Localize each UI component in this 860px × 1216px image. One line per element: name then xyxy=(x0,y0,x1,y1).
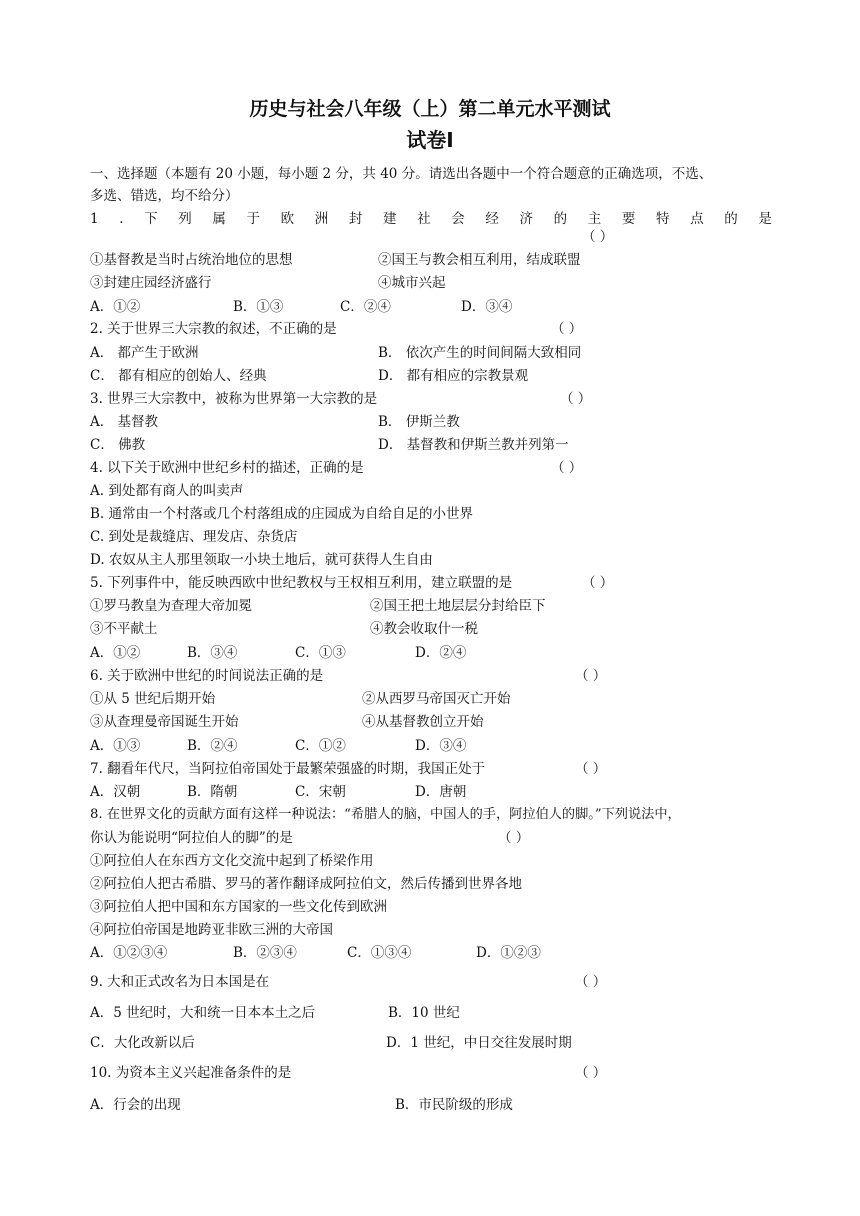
option-a: A．①③ xyxy=(90,738,141,754)
q1-char: 属 xyxy=(212,211,226,227)
statement: ③阿拉伯人把中国和东方国家的一些文化传到欧洲 xyxy=(90,899,387,915)
option-b: B．市民阶级的形成 xyxy=(395,1097,513,1113)
q1-char: 社 xyxy=(417,211,431,227)
option-c: C．②④ xyxy=(340,299,391,315)
option-a: A．①② xyxy=(90,645,141,661)
statement: ④城市兴起 xyxy=(378,275,446,291)
q1-char: 主 xyxy=(587,211,602,227)
option-a: A. 到处都有商人的叫卖声 xyxy=(90,483,244,499)
q1-char: 封 xyxy=(348,211,363,227)
q1-char: 欧 xyxy=(280,211,295,227)
statement: ①基督教是当时占统治地位的思想 xyxy=(90,252,293,268)
option-c: C．①③ xyxy=(295,645,346,661)
option-d: D．1 世纪，中日交往发展时期 xyxy=(386,1035,572,1051)
page-title: 历史与社会八年级（上）第二单元水平测试 xyxy=(249,98,611,120)
q1-char: 建 xyxy=(383,211,397,227)
statement: ②国王与教会相互利用，结成联盟 xyxy=(378,252,581,268)
option-d: D．③④ xyxy=(415,738,467,754)
answer-bracket: （ ） xyxy=(551,321,583,337)
statement: ④教会收取什一税 xyxy=(370,621,478,637)
question-stem: 3. 世界三大宗教中，被称为世界第一大宗教的是 xyxy=(90,391,378,407)
question-stem: 5. 下列事件中，能反映西欧中世纪教权与王权相互利用，建立联盟的是 xyxy=(90,575,513,591)
option-d: D． 都有相应的宗教景观 xyxy=(378,368,529,384)
question-stem-cont: 你认为能说明“阿拉伯人的脚”的是 xyxy=(90,830,293,846)
option-a: A．①② xyxy=(90,299,141,315)
q1-char: 点 xyxy=(690,211,704,227)
q1-char: 是 xyxy=(758,211,772,227)
option-c: C． 都有相应的创始人、经典 xyxy=(90,368,267,384)
q1-char: 1 xyxy=(90,211,99,227)
question-stem: 7. 翻看年代尺，当阿拉伯帝国处于最繁荣强盛的时期，我国正处于 xyxy=(90,761,486,777)
option-b: B．隋朝 xyxy=(187,784,238,800)
q1-char: . xyxy=(119,211,124,227)
answer-bracket: （ ） xyxy=(575,761,607,777)
option-b: B．10 世纪 xyxy=(388,1005,460,1021)
option-c: C．①③④ xyxy=(347,945,412,961)
page-subtitle: 试卷Ⅰ xyxy=(406,128,454,152)
q1-char: 经 xyxy=(485,211,499,227)
statement: ②从西罗马帝国灭亡开始 xyxy=(362,691,511,707)
q1-char: 于 xyxy=(246,211,261,227)
section-line-2: 多选、错选，均不给分） xyxy=(90,188,239,204)
question-stem: 4. 以下关于欧洲中世纪乡村的描述，正确的是 xyxy=(90,460,364,476)
option-d: D. 农奴从主人那里领取一小块土地后，就可获得人生自由 xyxy=(90,552,433,568)
option-a: A．行会的出现 xyxy=(90,1097,181,1113)
option-d: D．唐朝 xyxy=(415,784,467,800)
q1-char: 的 xyxy=(724,211,738,227)
q1-char: 济 xyxy=(519,211,534,227)
question-stem: 9. 大和正式改名为日本国是在 xyxy=(90,974,270,990)
question-stem: 10. 为资本主义兴起准备条件的是 xyxy=(90,1065,292,1081)
answer-bracket: （ ） xyxy=(551,460,583,476)
answer-bracket: （ ） xyxy=(582,575,614,591)
question-stem: 6. 关于欧洲中世纪的时间说法正确的是 xyxy=(90,668,324,684)
statement: ①罗马教皇为查理大帝加冕 xyxy=(90,598,252,614)
q1-char: 会 xyxy=(451,211,465,227)
option-a: A． 基督教 xyxy=(90,414,159,430)
answer-bracket: （ ） xyxy=(575,1065,607,1081)
answer-bracket: （ ） xyxy=(498,830,530,846)
option-c: C．①② xyxy=(295,738,346,754)
q1-char: 洲 xyxy=(314,211,329,227)
statement: ③从查理曼帝国诞生开始 xyxy=(90,714,239,730)
statement: ②阿拉伯人把古希腊、罗马的著作翻译成阿拉伯文，然后传播到世界各地 xyxy=(90,876,522,892)
section-line-1: 一、选择题（本题有 20 小题，每小题 2 分，共 40 分。请选出各题中一个符合题意的正确选项，不选、 xyxy=(90,166,713,182)
option-b: B．③④ xyxy=(187,645,238,661)
answer-bracket: （ ） xyxy=(575,668,607,684)
option-b: B． 依次产生的时间间隔大致相同 xyxy=(378,345,582,361)
option-b: B． 伊斯兰教 xyxy=(378,414,460,430)
statement: ④从基督教创立开始 xyxy=(362,714,484,730)
option-d: D．③④ xyxy=(461,299,513,315)
option-a: A．汉朝 xyxy=(90,784,141,800)
answer-bracket: （ ） xyxy=(560,391,592,407)
q1-char: 列 xyxy=(178,211,192,227)
statement: ③封建庄园经济盛行 xyxy=(90,275,212,291)
option-c: C． 佛教 xyxy=(90,437,146,453)
option-d: D．①②③ xyxy=(476,945,541,961)
statement: ③不平献土 xyxy=(90,621,158,637)
option-a: A．①②③④ xyxy=(90,945,168,961)
option-d: D． 基督教和伊斯兰教并列第一 xyxy=(378,437,569,453)
question-stem: 2. 关于世界三大宗教的叙述，不正确的是 xyxy=(90,321,337,337)
statement: ①阿拉伯人在东西方文化交流中起到了桥梁作用 xyxy=(90,853,374,869)
q1-char: 要 xyxy=(621,211,636,227)
question-stem: 8. 在世界文化的贡献方面有这样一种说法：“希腊人的脑，中国人的手，阿拉伯人的脚。”下列说法中， xyxy=(90,807,681,822)
statement: ④阿拉伯帝国是地跨亚非欧三洲的大帝国 xyxy=(90,922,333,938)
statement: ①从 5 世纪后期开始 xyxy=(90,691,216,707)
option-b: B. 通常由一个村落或几个村落组成的庄园成为自给自足的小世界 xyxy=(90,506,474,522)
option-b: B．①③ xyxy=(233,299,284,315)
q1-char: 特 xyxy=(656,211,670,227)
answer-bracket: （ ） xyxy=(575,974,607,990)
option-c: C．宋朝 xyxy=(295,784,346,800)
option-d: D．②④ xyxy=(415,645,467,661)
answer-bracket: （ ） xyxy=(582,229,614,245)
question-1-stem xyxy=(90,210,772,228)
option-c: C．大化改新以后 xyxy=(90,1035,195,1051)
option-b: B．②④ xyxy=(187,738,238,754)
q1-char: 的 xyxy=(553,211,568,227)
option-c: C. 到处是裁缝店、理发店、杂货店 xyxy=(90,529,298,545)
option-a: A．5 世纪时，大和统一日本本土之后 xyxy=(90,1005,316,1021)
option-a: A． 都产生于欧洲 xyxy=(90,345,199,361)
q1-char: 下 xyxy=(144,211,158,227)
option-b: B．②③④ xyxy=(233,945,297,961)
statement: ②国王把土地层层分封给臣下 xyxy=(370,598,546,614)
